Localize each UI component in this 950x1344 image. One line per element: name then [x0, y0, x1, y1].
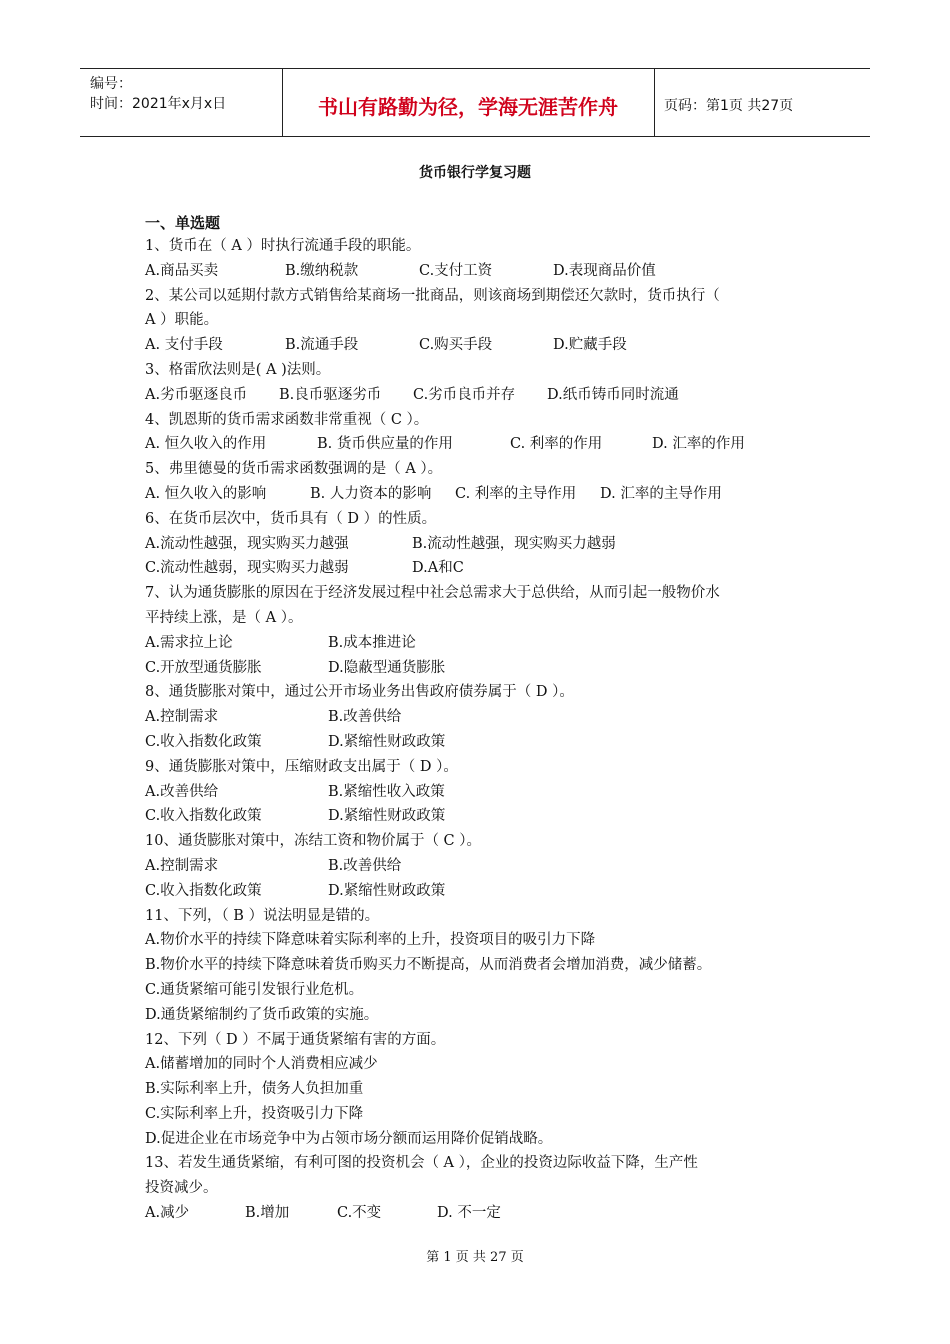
question-stem: 4、凯恩斯的货币需求函数非常重视（ C ）。: [145, 411, 429, 428]
option: B. 货币供应量的作用: [317, 436, 453, 453]
option: A.劣币驱逐良币: [145, 386, 248, 403]
option: C.通货紧缩可能引发银行业危机。: [145, 981, 364, 998]
question-stem: 2、某公司以延期付款方式销售给某商场一批商品，则该商场到期偿还欠款时，货币执行（: [145, 287, 720, 304]
option-row: [145, 730, 825, 755]
section-heading: 一、单选题: [145, 214, 221, 232]
header-motto-cell: [282, 69, 655, 136]
option-row: [145, 1201, 825, 1226]
option: A. 恒久收入的影响: [145, 485, 267, 502]
option-row: [145, 705, 825, 730]
header-meta-cell: [80, 69, 283, 136]
option: D.贮藏手段: [553, 337, 627, 354]
option: D.紧缩性财政政策: [328, 808, 446, 825]
option-row: [145, 383, 825, 408]
page-info: 页码：第1页 共27页: [664, 98, 794, 114]
option: D.A和C: [412, 560, 464, 577]
option: C.收入指数化政策: [145, 882, 262, 899]
question-stem-continued: 投资减少。: [145, 1180, 218, 1197]
option: B.改善供给: [328, 857, 402, 874]
question-stem-continued: 平持续上涨，是（ A ）。: [145, 609, 303, 626]
option: C.购买手段: [419, 337, 493, 354]
option: A.控制需求: [145, 709, 219, 726]
option: D.纸币铸币同时流通: [547, 386, 679, 403]
option: D.隐蔽型通货膨胀: [328, 659, 446, 676]
option: D.通货紧缩制约了货币政策的实施。: [145, 1006, 379, 1023]
option: A.改善供给: [145, 783, 219, 800]
option: C.实际利率上升，投资吸引力下降: [145, 1105, 364, 1122]
question-list: [145, 234, 825, 1226]
date-label: 时间：2021年x月x日: [90, 96, 227, 112]
question-stem: 3、格雷欣法则是( A )法则。: [145, 361, 331, 378]
option-row: [145, 631, 825, 656]
option: C.收入指数化政策: [145, 808, 262, 825]
option: A.控制需求: [145, 857, 219, 874]
question-stem: 7、认为通货膨胀的原因在于经济发展过程中社会总需求大于总供给，从而引起一般物价水: [145, 585, 720, 602]
option-row: [145, 879, 825, 904]
option: D. 汇率的作用: [652, 436, 745, 453]
option: C. 利率的作用: [510, 436, 603, 453]
option: C.支付工资: [419, 262, 493, 279]
option-row: [145, 854, 825, 879]
option-row: [145, 556, 825, 581]
option: B. 人力资本的影响: [310, 485, 432, 502]
option: C.劣币良币并存: [413, 386, 516, 403]
question-stem: 12、下列（ D ）不属于通货紧缩有害的方面。: [145, 1031, 446, 1048]
question-stem: 9、通货膨胀对策中，压缩财政支出属于（ D ）。: [145, 758, 458, 775]
option: B.增加: [245, 1205, 290, 1222]
option-row: [145, 259, 825, 284]
option: D.促进企业在市场竞争中为占领市场分额而运用降价促销战略。: [145, 1130, 553, 1147]
question-stem: 11、下列，（ B ）说法明显是错的。: [145, 907, 380, 924]
option-row: [145, 804, 825, 829]
option: C.流动性越弱，现实购买力越弱: [145, 560, 349, 577]
option: D.紧缩性财政政策: [328, 882, 446, 899]
option: B.成本推进论: [328, 634, 416, 651]
option: B.流动性越强，现实购买力越弱: [412, 535, 616, 552]
option: A.商品买卖: [145, 262, 219, 279]
option-row: [145, 333, 825, 358]
document-title: 货币银行学复习题: [419, 165, 531, 181]
option: A.减少: [145, 1205, 190, 1222]
question-stem-continued: A ）职能。: [145, 312, 219, 329]
question-stem: 8、通货膨胀对策中，通过公开市场业务出售政府债券属于（ D ）。: [145, 684, 574, 701]
option-row: [145, 532, 825, 557]
option: B.流通手段: [285, 337, 359, 354]
option: A.物价水平的持续下降意味着实际利率的上升，投资项目的吸引力下降: [145, 932, 596, 949]
question-stem: 1、货币在（ A ）时执行流通手段的职能。: [145, 238, 421, 254]
question-stem: 5、弗里德曼的货币需求函数强调的是（ A ）。: [145, 461, 443, 478]
option: C. 利率的主导作用: [455, 485, 577, 502]
question-stem: 13、若发生通货紧缩，有利可图的投资机会（ A ），企业的投资边际收益下降，生产性: [145, 1155, 698, 1172]
option-row: [145, 432, 825, 457]
option: A.流动性越强，现实购买力越强: [145, 535, 349, 552]
option: A. 恒久收入的作用: [145, 436, 267, 453]
question-stem: 10、通货膨胀对策中，冻结工资和物价属于（ C ）。: [145, 833, 482, 850]
option: D. 不一定: [437, 1205, 501, 1222]
option: B.改善供给: [328, 709, 402, 726]
option: D. 汇率的主导作用: [600, 485, 722, 502]
option: A.需求拉上论: [145, 634, 233, 651]
option: D.紧缩性财政政策: [328, 733, 446, 750]
option: B.物价水平的持续下降意味着货币购买力不断提高，从而消费者会增加消费，减少储蓄。: [145, 957, 712, 974]
option: B.良币驱逐劣币: [279, 386, 382, 403]
question-stem: 6、在货币层次中，货币具有（ D ）的性质。: [145, 510, 437, 527]
document-header: [80, 68, 870, 137]
option: A. 支付手段: [145, 337, 223, 354]
motto-text: 书山有路勤为径，学海无涯苦作舟: [318, 95, 618, 119]
option: B.紧缩性收入政策: [328, 783, 445, 800]
option: C.收入指数化政策: [145, 733, 262, 750]
option-row: [145, 780, 825, 805]
option: C.不变: [337, 1205, 382, 1222]
option: D.表现商品价值: [553, 262, 656, 279]
option: B.实际利率上升，债务人负担加重: [145, 1081, 364, 1098]
option: C.开放型通货膨胀: [145, 659, 262, 676]
option: A.储蓄增加的同时个人消费相应减少: [145, 1056, 378, 1073]
option-row: [145, 482, 825, 507]
header-page-cell: [654, 69, 870, 136]
option: B.缴纳税款: [285, 262, 359, 279]
option-row: [145, 656, 825, 681]
page-footer: 第 1 页 共 27 页: [426, 1250, 524, 1265]
serial-number-label: 编号：: [90, 76, 132, 92]
